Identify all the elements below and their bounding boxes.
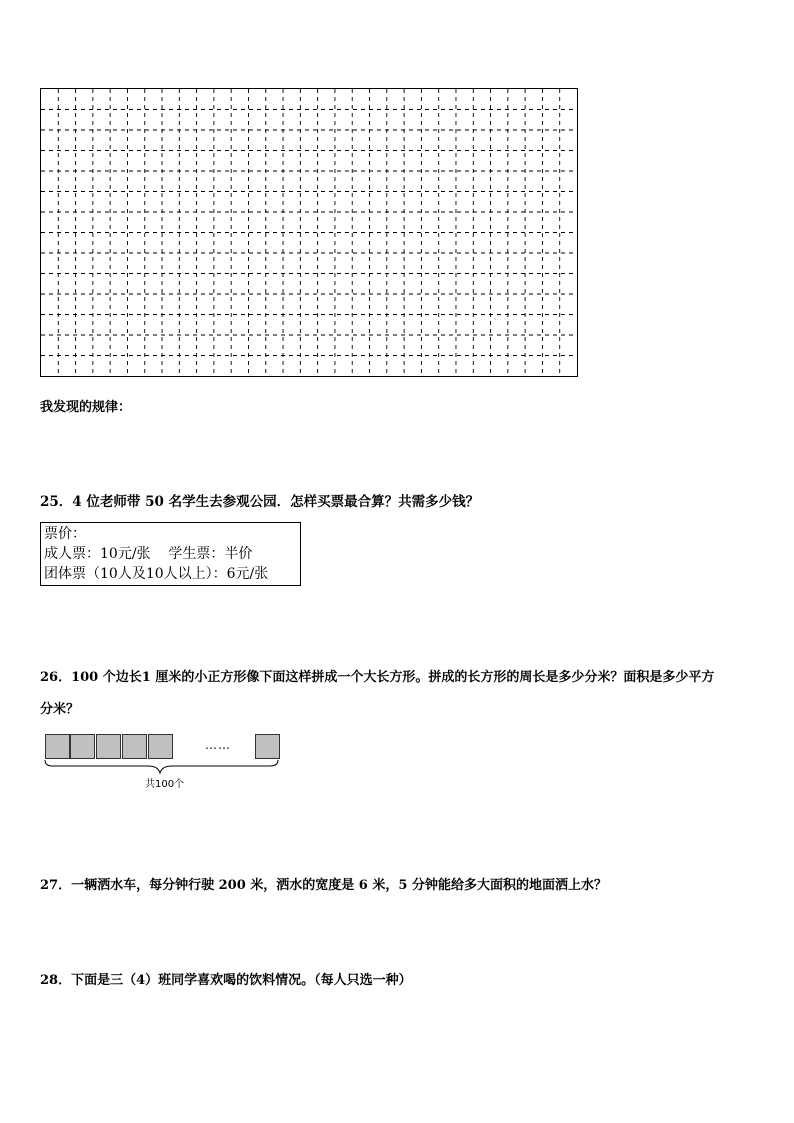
unit-square xyxy=(122,734,147,759)
price-line-1: 票价： xyxy=(44,526,86,542)
question-26-line-2: 分米？ xyxy=(40,702,80,717)
question-25: 25．4 位老师带 50 名学生去参观公园．怎样买票最合算？共需多少钱？ xyxy=(40,494,480,510)
rule-prompt: 我发现的规律： xyxy=(40,400,132,415)
price-line-3: 团体票（10人及10人以上）：6元/张 xyxy=(44,566,269,582)
question-26-line-1: 26．100 个边长1 厘米的小正方形像下面这样拼成一个大长方形。拼成的长方形的周长是多少分米？面积是多少平方 xyxy=(40,670,715,685)
unit-square xyxy=(255,734,280,759)
brace-label: 共100个 xyxy=(145,779,185,790)
unit-square xyxy=(148,734,173,759)
ticket-price-box xyxy=(40,522,301,586)
grid-lines xyxy=(41,89,577,376)
unit-square xyxy=(96,734,121,759)
question-27: 27．一辆洒水车，每分钟行驶 200 米，洒水的宽度是 6 米，5 分钟能给多大面积的地面洒上水？ xyxy=(40,878,607,893)
price-line-2: 成人票：10元/张 学生票：半价 xyxy=(44,546,253,562)
ellipsis: …… xyxy=(205,738,231,752)
unit-square xyxy=(70,734,95,759)
dashed-grid xyxy=(40,88,578,377)
question-28: 28．下面是三（4）班同学喜欢喝的饮料情况。（每人只选一种） xyxy=(40,973,412,988)
unit-square xyxy=(45,734,70,759)
